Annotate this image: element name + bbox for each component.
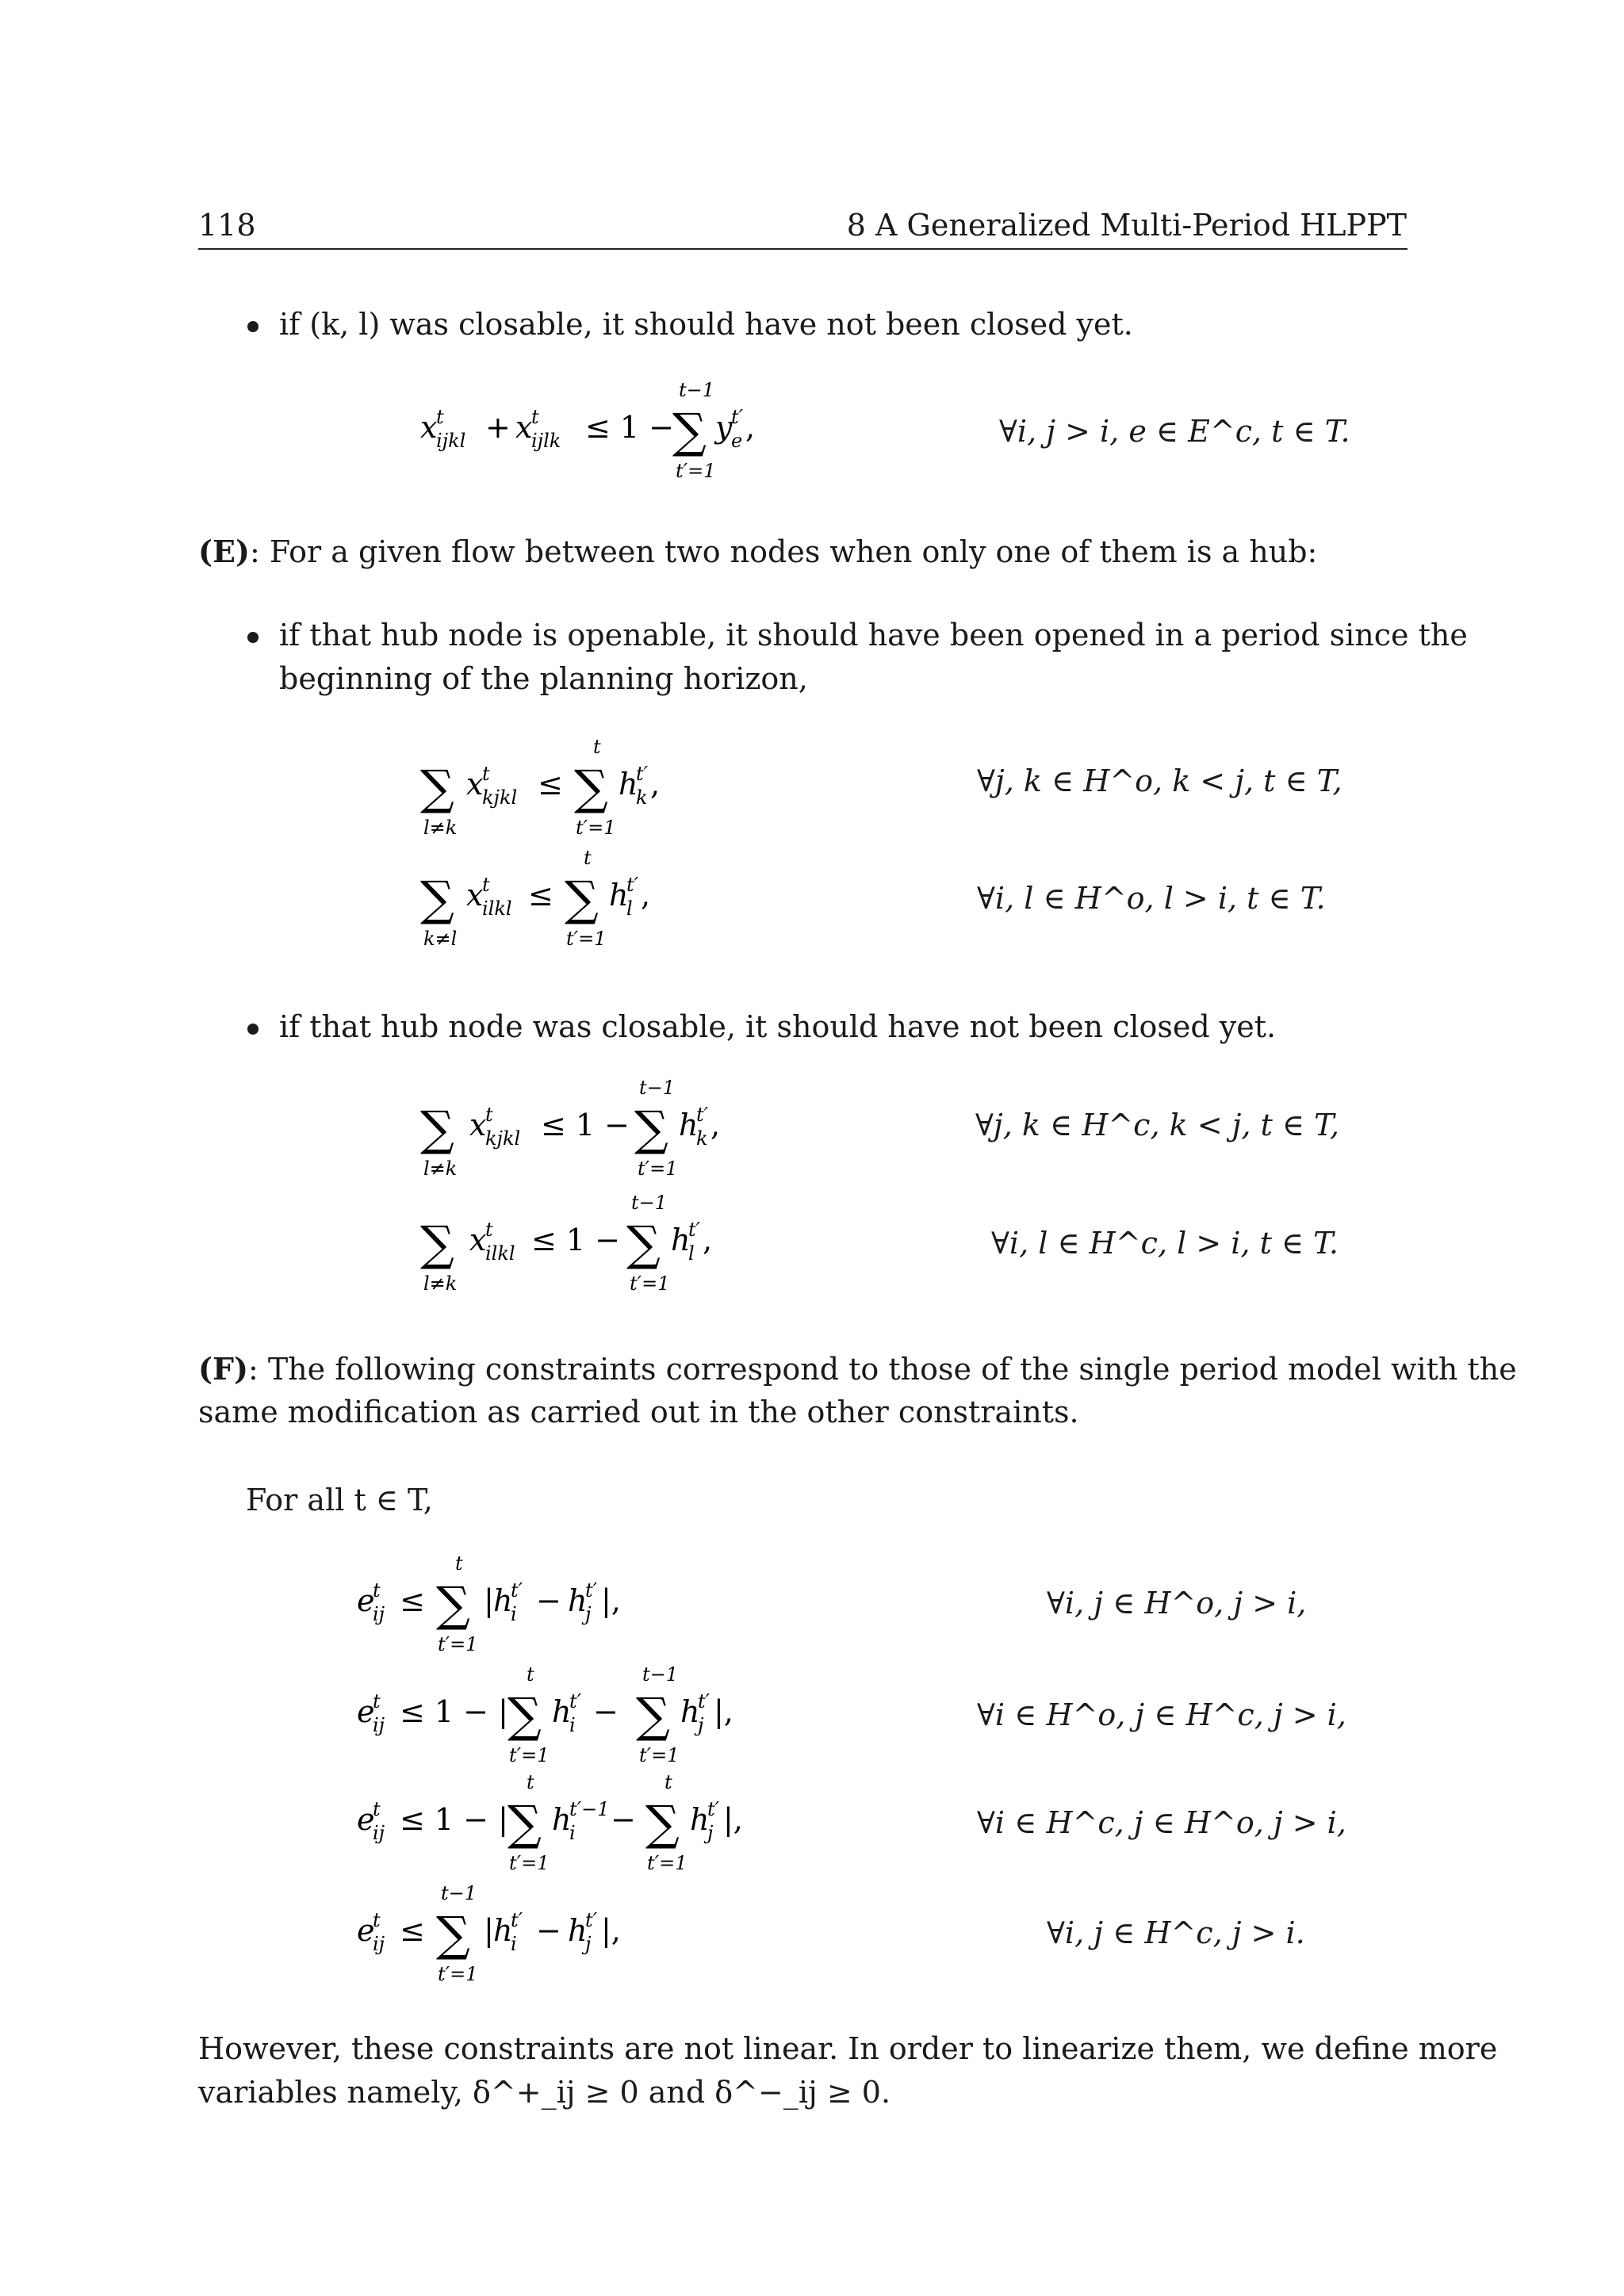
svg-text:t−1: t−1 xyxy=(679,379,715,401)
equation-4c-condition: ∀i ∈ H^c, j ∈ H^o, j > i, xyxy=(977,1805,1346,1840)
svg-text:j: j xyxy=(585,1603,592,1625)
svg-text:t: t xyxy=(436,406,444,428)
svg-text:∑: ∑ xyxy=(672,404,707,459)
svg-text:t′: t′ xyxy=(585,1579,598,1601)
bullet-text-line1: if that hub node is openable, it should have been opened in a period since the xyxy=(279,618,1468,652)
equation-4b xyxy=(357,1665,769,1768)
equation-4a xyxy=(357,1554,690,1657)
svg-text:−: − xyxy=(536,1913,561,1948)
svg-text:∑: ∑ xyxy=(508,1688,542,1743)
svg-text:h: h xyxy=(679,1108,699,1142)
equation-4d xyxy=(357,1884,690,1987)
bullet-text: if (k, l) was closable, it should have not been closed yet. xyxy=(279,307,1133,342)
svg-text:t′=1: t′=1 xyxy=(509,1744,550,1766)
svg-text:ij: ij xyxy=(373,1822,385,1844)
svg-text:+: + xyxy=(485,410,511,445)
svg-text:l: l xyxy=(688,1242,695,1265)
equation-3a-condition: ∀j, k ∈ H^c, k < j, t ∈ T, xyxy=(975,1108,1339,1142)
svg-text:t: t xyxy=(527,1771,534,1793)
svg-text:i: i xyxy=(511,1603,517,1625)
svg-text:t′: t′ xyxy=(696,1104,709,1126)
svg-text:∑: ∑ xyxy=(420,1101,454,1157)
svg-text:t′: t′ xyxy=(569,1690,582,1712)
svg-text:t: t xyxy=(373,1690,381,1712)
equation-4b-condition: ∀i ∈ H^o, j ∈ H^c, j > i, xyxy=(977,1697,1346,1732)
svg-text:∑: ∑ xyxy=(574,760,608,816)
svg-text:l≠k: l≠k xyxy=(423,1158,458,1180)
svg-text:t′: t′ xyxy=(626,874,639,896)
svg-text:t′=1: t′=1 xyxy=(639,1744,680,1766)
svg-text:h: h xyxy=(493,1583,513,1618)
for-all-statement: For all t ∈ T, xyxy=(246,1483,433,1517)
svg-text:t′=1: t′=1 xyxy=(676,460,716,482)
svg-text:e: e xyxy=(357,1694,375,1729)
svg-text:≤: ≤ xyxy=(528,878,553,913)
equation-2a-condition: ∀j, k ∈ H^o, k < j, t ∈ T, xyxy=(977,763,1342,798)
svg-text:h: h xyxy=(568,1913,588,1948)
section-f-line2: same modification as carried out in the other constraints. xyxy=(198,1395,1079,1429)
svg-text:l≠k: l≠k xyxy=(423,1272,458,1295)
svg-text:t′=1: t′=1 xyxy=(438,1633,478,1655)
svg-text:y: y xyxy=(715,410,733,445)
bullet-marker xyxy=(247,632,259,643)
bullet-marker xyxy=(247,1024,259,1035)
equation-3b-condition: ∀i, l ∈ H^c, l > i, t ∈ T. xyxy=(991,1226,1339,1261)
closing-line1: However, these constraints are not linear. In order to linearize them, we define more xyxy=(198,2031,1498,2066)
section-f-label: (F) xyxy=(198,1351,248,1387)
svg-text:∑: ∑ xyxy=(420,871,454,927)
svg-text:kjkl: kjkl xyxy=(482,786,518,809)
svg-text:,: , xyxy=(641,878,651,913)
svg-text:x: x xyxy=(466,767,484,802)
section-f-line1 xyxy=(198,1351,1517,1388)
svg-text:h: h xyxy=(690,1802,710,1837)
svg-text:t: t xyxy=(485,1219,493,1241)
svg-text:x: x xyxy=(466,878,484,913)
svg-text:t: t xyxy=(373,1909,381,1931)
svg-text:,: , xyxy=(703,1223,713,1257)
svg-text:,: , xyxy=(745,410,756,445)
equation-1-condition: ∀i, j > i, e ∈ E^c, t ∈ T. xyxy=(999,414,1350,449)
svg-text:ij: ij xyxy=(373,1933,385,1955)
section-e-text: : For a given flow between two nodes when only one of them is a hub: xyxy=(249,534,1318,569)
svg-text:e: e xyxy=(357,1583,375,1618)
svg-text:h: h xyxy=(493,1913,513,1948)
svg-text:≤ 1 − |: ≤ 1 − | xyxy=(400,1694,508,1729)
svg-text:≤ 1 −: ≤ 1 − xyxy=(585,410,675,445)
svg-text:k≠l: k≠l xyxy=(423,928,458,950)
svg-text:t′: t′ xyxy=(511,1579,523,1601)
svg-text:t: t xyxy=(531,406,539,428)
svg-text:t′: t′ xyxy=(731,406,744,428)
svg-text:∑: ∑ xyxy=(565,871,599,927)
equation-3b xyxy=(420,1193,777,1296)
svg-text:x: x xyxy=(469,1223,487,1257)
svg-text:t′: t′ xyxy=(707,1798,720,1820)
svg-text:i: i xyxy=(569,1822,576,1844)
svg-text:t: t xyxy=(485,1104,493,1126)
svg-text:l≠k: l≠k xyxy=(423,817,458,839)
svg-text:h: h xyxy=(609,878,629,913)
svg-text:≤ 1 −: ≤ 1 − xyxy=(531,1223,621,1257)
equation-2b xyxy=(420,848,737,951)
svg-text:≤: ≤ xyxy=(400,1583,425,1618)
svg-text:t: t xyxy=(482,874,490,896)
svg-text:t′=1: t′=1 xyxy=(638,1158,678,1180)
svg-text:t: t xyxy=(665,1771,672,1793)
svg-text:≤: ≤ xyxy=(538,767,563,802)
header-rule xyxy=(198,248,1408,250)
svg-text:∑: ∑ xyxy=(420,1216,454,1272)
svg-text:t′: t′ xyxy=(636,763,649,785)
svg-text:h: h xyxy=(552,1694,572,1729)
equation-3a xyxy=(420,1078,777,1181)
svg-text:∑: ∑ xyxy=(420,760,454,816)
svg-text:j: j xyxy=(707,1822,714,1844)
bullet-marker xyxy=(247,321,259,332)
svg-text:k: k xyxy=(636,786,648,809)
bullet-text: if that hub node was closable, it should have not been closed yet. xyxy=(279,1009,1277,1044)
svg-text:−: − xyxy=(593,1694,619,1729)
svg-text:∑: ∑ xyxy=(626,1216,661,1272)
svg-text:t′=1: t′=1 xyxy=(630,1272,670,1295)
svg-text:|,: |, xyxy=(714,1694,733,1729)
svg-text:t′=1: t′=1 xyxy=(576,817,616,839)
svg-text:ijlk: ijlk xyxy=(531,430,561,452)
svg-text:ijkl: ijkl xyxy=(436,430,466,452)
svg-text:ij: ij xyxy=(373,1603,385,1625)
svg-text:t−1: t−1 xyxy=(631,1192,668,1214)
svg-text:j: j xyxy=(698,1714,704,1736)
svg-text:∑: ∑ xyxy=(636,1688,670,1743)
svg-text:x: x xyxy=(420,410,438,445)
svg-text:j: j xyxy=(585,1933,592,1955)
svg-text:t′: t′ xyxy=(698,1690,710,1712)
svg-text:e: e xyxy=(731,430,743,452)
section-e-label: (E) xyxy=(198,534,250,569)
svg-text:t: t xyxy=(593,736,601,758)
svg-text:t′: t′ xyxy=(688,1219,701,1241)
bullet-text-line2: beginning of the planning horizon, xyxy=(279,661,808,696)
equation-4c xyxy=(357,1773,785,1876)
svg-text:h: h xyxy=(671,1223,691,1257)
equation-4d-condition: ∀i, j ∈ H^c, j > i. xyxy=(1047,1915,1305,1950)
svg-text:h: h xyxy=(568,1583,588,1618)
svg-text:t′: t′ xyxy=(585,1909,598,1931)
svg-text:|: | xyxy=(484,1913,494,1948)
svg-text:ilkl: ilkl xyxy=(482,897,512,920)
svg-text:t: t xyxy=(527,1663,534,1686)
svg-text:x: x xyxy=(469,1108,487,1142)
running-title: 8 A Generalized Multi-Period HLPPT xyxy=(846,208,1407,243)
svg-text:i: i xyxy=(569,1714,576,1736)
svg-text:t′=1: t′=1 xyxy=(509,1852,550,1874)
svg-text:l: l xyxy=(626,897,633,920)
svg-text:t′−1: t′−1 xyxy=(569,1798,610,1820)
equation-1 xyxy=(420,381,817,484)
svg-text:t′: t′ xyxy=(511,1909,523,1931)
svg-text:≤ 1 −: ≤ 1 − xyxy=(541,1108,630,1142)
svg-text:kjkl: kjkl xyxy=(485,1127,521,1150)
svg-text:|,: |, xyxy=(601,1913,621,1948)
svg-text:∑: ∑ xyxy=(645,1796,680,1851)
svg-text:x: x xyxy=(515,410,533,445)
equation-4a-condition: ∀i, j ∈ H^o, j > i, xyxy=(1047,1586,1307,1621)
svg-text:h: h xyxy=(552,1802,572,1837)
equation-2a xyxy=(420,737,737,840)
svg-text:t: t xyxy=(584,847,592,869)
svg-text:i: i xyxy=(511,1933,517,1955)
svg-text:|,: |, xyxy=(601,1583,621,1618)
svg-text:ilkl: ilkl xyxy=(485,1242,515,1265)
svg-text:∑: ∑ xyxy=(436,1577,470,1632)
svg-text:e: e xyxy=(357,1913,375,1948)
svg-text:−: − xyxy=(536,1583,561,1618)
svg-text:h: h xyxy=(619,767,638,802)
svg-text:≤ 1 − |: ≤ 1 − | xyxy=(400,1802,508,1837)
svg-text:t′=1: t′=1 xyxy=(647,1852,688,1874)
svg-text:t′=1: t′=1 xyxy=(566,928,607,950)
svg-text:∑: ∑ xyxy=(436,1907,470,1962)
svg-text:t: t xyxy=(373,1579,381,1601)
svg-text:t′=1: t′=1 xyxy=(438,1963,478,1985)
svg-text:−: − xyxy=(611,1802,636,1837)
svg-text:∑: ∑ xyxy=(508,1796,542,1851)
svg-text:e: e xyxy=(357,1802,375,1837)
page-number: 118 xyxy=(198,208,256,243)
svg-text:|: | xyxy=(484,1583,494,1618)
equation-2b-condition: ∀i, l ∈ H^o, l > i, t ∈ T. xyxy=(977,881,1326,916)
svg-text:t: t xyxy=(373,1798,381,1820)
svg-text:≤: ≤ xyxy=(400,1913,425,1948)
svg-text:t: t xyxy=(455,1552,463,1575)
svg-text:t−1: t−1 xyxy=(639,1077,676,1099)
section-f-text: : The following constraints correspond to those of the single period model with the xyxy=(247,1352,1517,1387)
section-e xyxy=(198,534,1317,571)
closing-line2: variables namely, δ^+_ij ≥ 0 and δ^−_ij ≥ 0. xyxy=(198,2075,891,2110)
svg-text:∑: ∑ xyxy=(634,1101,668,1157)
svg-text:,: , xyxy=(650,767,661,802)
svg-text:t−1: t−1 xyxy=(441,1882,477,1904)
svg-text:t: t xyxy=(482,763,490,785)
svg-text:ij: ij xyxy=(373,1714,385,1736)
svg-text:t−1: t−1 xyxy=(642,1663,679,1686)
svg-text:,: , xyxy=(710,1108,721,1142)
svg-text:|,: |, xyxy=(723,1802,743,1837)
svg-text:k: k xyxy=(696,1127,708,1150)
svg-text:h: h xyxy=(680,1694,700,1729)
